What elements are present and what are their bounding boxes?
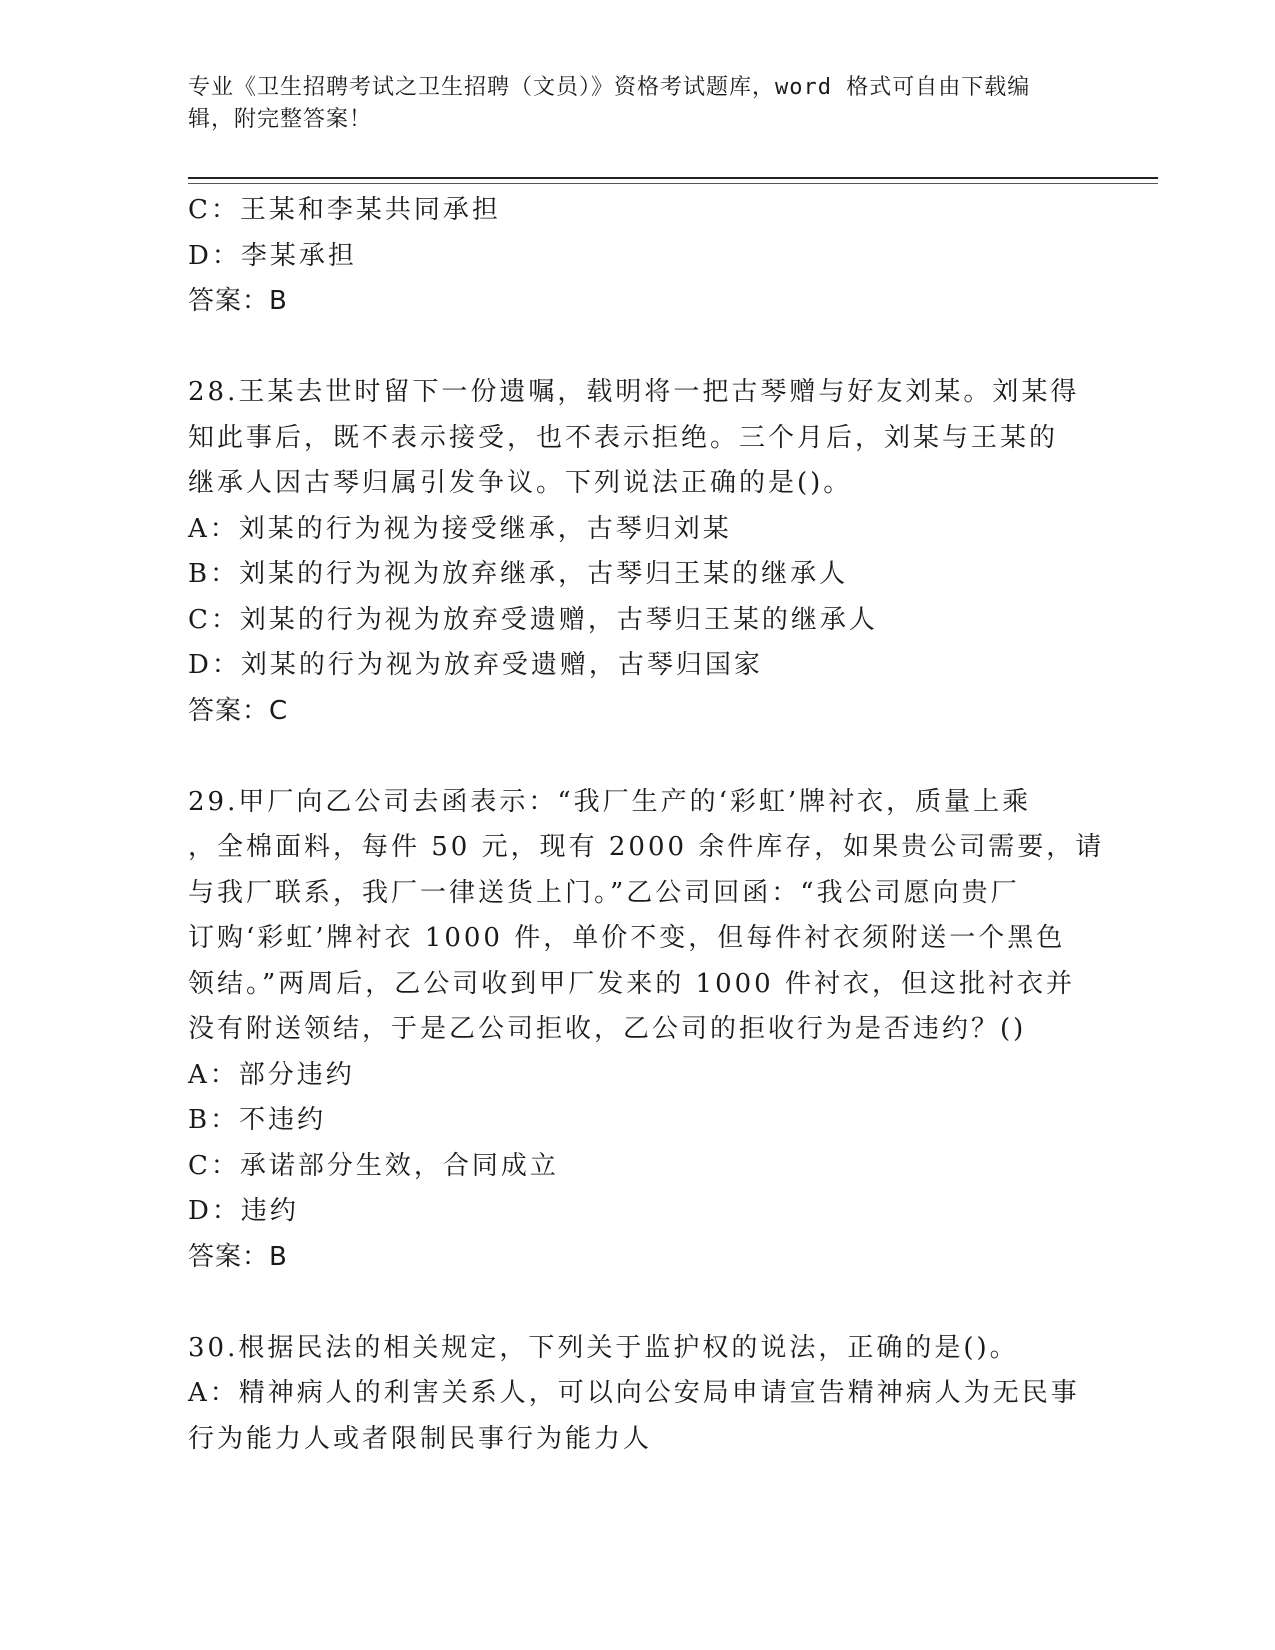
spacer [188,325,1088,371]
header-divider-thin [188,183,1158,184]
question-stem-line: 28.王某去世时留下一份遗嘱，载明将一把古琴赠与好友刘某。刘某得 [188,377,1080,407]
option-c: C：刘某的行为视为放弃受遗赠，古琴归王某的继承人 [188,604,878,635]
question-stem-line: 订购‘彩虹’牌衬衣 1000 件，单价不变，但每件衬衣须附送一个黑色 [188,923,1066,953]
question-stem-line: 继承人因古琴归属引发争议。下列说法正确的是()。 [188,468,853,498]
option-a: A：精神病人的利害关系人，可以向公安局申请宣告精神病人为无民事 [188,1378,1080,1408]
question-stem-line: ，全棉面料，每件 50 元，现有 2000 余件库存，如果贵公司需要，请 [188,832,1105,862]
option-d: D：违约 [188,1196,299,1226]
question-stem-line: 与我厂联系，我厂一律送货上门。”乙公司回函：“我公司愿向贵厂 [188,877,1020,908]
spacer [188,734,1088,780]
question-29 [188,780,1105,1281]
option-c: C：承诺部分生效，合同成立 [188,1150,559,1181]
option-a: A：部分违约 [188,1059,355,1090]
question-28 [188,370,1088,734]
question-stem-line: 29.甲厂向乙公司去函表示：“我厂生产的‘彩虹’牌衬衣，质量上乘 [188,786,1032,817]
header-divider-thick [188,177,1158,179]
page-header: 专业《卫生招聘考试之卫生招聘（文员）》资格考试题库，word 格式可自由下载编辑，附完整答案！ [188,75,1031,132]
question-content [188,188,1105,1462]
prev-question-block [188,188,1088,325]
question-stem-line: 知此事后，既不表示接受，也不表示拒绝。三个月后，刘某与王某的 [188,422,1059,453]
option-a: A：刘某的行为视为接受继承，古琴归刘某 [188,513,732,544]
spacer [188,1280,1088,1326]
option-a-continued: 行为能力人或者限制民事行为能力人 [188,1423,653,1454]
option-c: C：王某和李某共同承担 [188,195,501,225]
answer-line: 答案：B [188,1241,288,1272]
question-stem-line: 没有附送领结，于是乙公司拒收，乙公司的拒收行为是否违约？() [188,1014,1027,1044]
option-d: D：李某承担 [188,240,357,271]
answer-line: 答案：B [188,286,288,316]
question-30 [188,1326,1088,1463]
option-b: B：刘某的行为视为放弃继承，古琴归王某的继承人 [188,559,849,589]
option-b: B：不违约 [188,1105,327,1135]
question-stem-line: 领结。”两周后，乙公司收到甲厂发来的 1000 件衬衣，但这批衬衣并 [188,968,1075,999]
answer-line: 答案：C [188,695,289,726]
question-stem-line: 30.根据民法的相关规定，下列关于监护权的说法，正确的是()。 [188,1332,1019,1363]
option-d: D：刘某的行为视为放弃受遗赠，古琴归国家 [188,650,763,680]
